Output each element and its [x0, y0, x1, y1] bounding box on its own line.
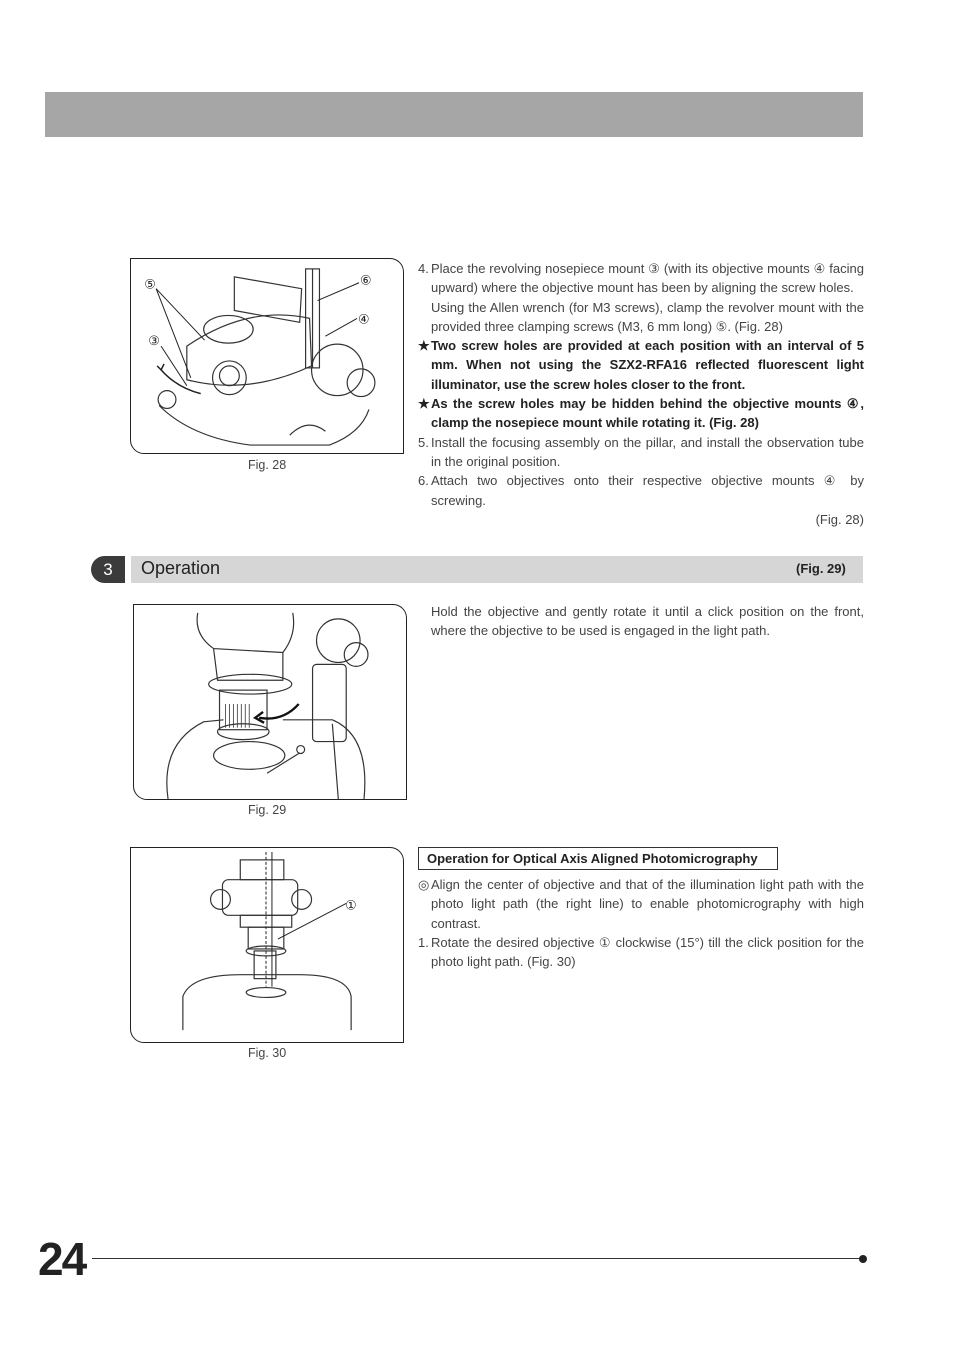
footer-dot: [859, 1255, 867, 1263]
operation-text-block: [418, 602, 864, 641]
step-4-note: Using the Allen wrench (for M3 screws), clamp the revolver mount with the provided three clamping screws (M3, 6 mm long) ⑤. (Fig. 28): [431, 299, 864, 334]
step-6: [418, 471, 864, 510]
photo-text-block: [418, 875, 864, 971]
note-hidden-holes: [418, 394, 864, 433]
installation-steps: [418, 259, 864, 529]
photo-step-1-text: Rotate the desired objective ① clockwise (15°) till the click position for the photo light path. (Fig. 30): [431, 934, 864, 970]
step-5: [418, 433, 864, 472]
double-circle-marker: ◎: [418, 877, 430, 892]
photo-subheading: Operation for Optical Axis Aligned Photomicrography: [418, 847, 778, 870]
photo-step-1: [418, 933, 864, 972]
step-6-ref: (Fig. 28): [815, 511, 864, 527]
photo-light-path-illustration: [131, 848, 403, 1042]
figure-29: [133, 604, 407, 800]
nosepiece-mount-illustration: [131, 259, 403, 453]
note-hidden-holes-text: As the screw holes may be hidden behind the objective mounts ④, clamp the nosepiece mount while rotating it. (Fig. 28): [431, 396, 864, 431]
figure-28: [130, 258, 404, 454]
figure-28-caption: Fig. 28: [248, 458, 287, 472]
figure-30: [130, 847, 404, 1043]
figure-29-caption: Fig. 29: [248, 803, 287, 817]
star-marker-2: ★: [418, 396, 430, 412]
callout-6: ⑥: [360, 273, 372, 289]
star-marker-1: ★: [418, 338, 430, 354]
section-number: 3: [91, 556, 125, 583]
photo-bullet: [418, 875, 864, 933]
callout-4: ④: [358, 312, 370, 328]
callout-3: ③: [148, 334, 160, 350]
photo-step-1-marker: 1.: [418, 934, 429, 950]
note-screw-holes: [418, 336, 864, 394]
operation-text: Hold the objective and gently rotate it until a click position on the front, where the objective to be used is engaged in the light path.: [431, 604, 864, 639]
step-4-marker: 4.: [418, 261, 429, 276]
header-band: [45, 92, 863, 137]
step-4: [418, 259, 864, 298]
footer-rule: [92, 1258, 862, 1259]
page-number: 24: [38, 1233, 86, 1285]
section-title: Operation: [141, 558, 221, 578]
figure-30-caption: Fig. 30: [248, 1046, 287, 1060]
callout-5: ⑤: [144, 277, 156, 293]
note-screw-holes-text: Two screw holes are provided at each position with an interval of 5 mm. When not using the SZX2-RFA16 reflected fluorescent light illuminator, use the screw holes closer to the front.: [431, 338, 864, 392]
section-bar: [131, 556, 863, 583]
step-5-text: Install the focusing assembly on the pillar, and install the observation tube in the original position.: [431, 434, 864, 469]
step-6-marker: 6.: [418, 473, 429, 489]
callout-1: ①: [345, 898, 357, 914]
step-6-text: Attach two objectives onto their respective objective mounts ④ by screwing.: [431, 473, 864, 508]
photo-bullet-text: Align the center of objective and that of the illumination light path with the photo light path (the right line) to enable photomicrography with high contrast.: [431, 877, 864, 931]
objective-rotation-illustration: [134, 605, 406, 799]
step-5-marker: 5.: [418, 434, 429, 450]
step-4-text: Place the revolving nosepiece mount ③ (with its objective mounts ④ facing upward) where the objective mount has been by aligning the screw holes.: [431, 261, 864, 296]
section-figure-ref: (Fig. 29): [796, 561, 846, 576]
